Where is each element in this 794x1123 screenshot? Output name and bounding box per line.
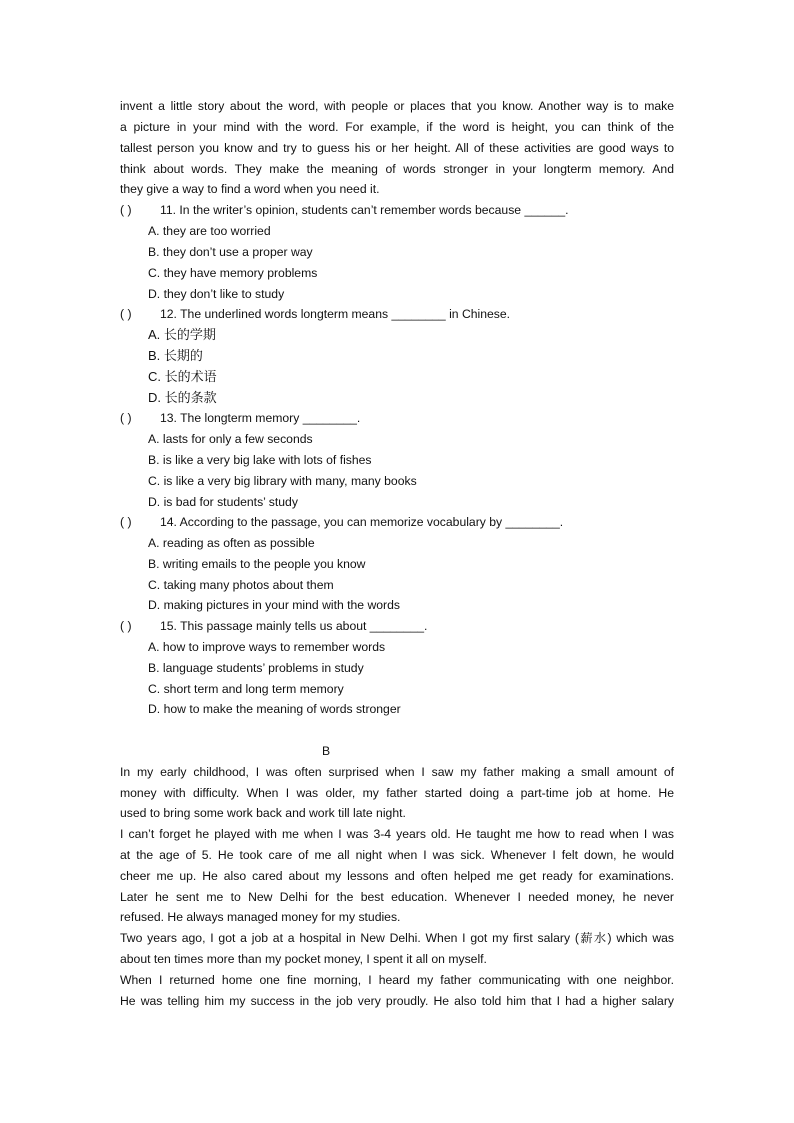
question-stem [120,512,674,533]
option-a: A. 长的学期 [148,327,216,342]
answer-blank[interactable]: ( ) [120,411,132,425]
section-heading: B [322,744,331,758]
question-stem [120,408,674,429]
question-text: 14. According to the passage, you can memorize vocabulary by ________. [160,515,564,529]
answer-blank[interactable]: ( ) [120,203,132,217]
text-line: In my early childhood, I was often surprised when I saw my father making a small amount of [120,765,674,779]
option-a: A. lasts for only a few seconds [148,432,313,446]
option-c: C. taking many photos about them [148,578,334,592]
option-b: B. language students’ problems in study [148,661,364,675]
answer-blank[interactable]: ( ) [120,619,132,633]
text-line: refused. He always managed money for my studies. [120,910,401,924]
question-stem [120,304,674,325]
text-line: Two years ago, I got a job at a hospital in New Delhi. When I got my first salary (薪水) which was [120,931,674,945]
text-line: cheer me up. He also cared about my lessons and often helped me get ready for examinations. [120,869,674,883]
option-b: B. they don’t use a proper way [148,245,313,259]
option-c: C. they have memory problems [148,266,318,280]
answer-blank[interactable]: ( ) [120,515,132,529]
option-b: B. writing emails to the people you know [148,557,366,571]
text-line: invent a little story about the word, with people or places that you know. Another way is to make [120,99,674,113]
option-a: A. reading as often as possible [148,536,315,550]
text-line: at the age of 5. He took care of me all night when I was sick. Whenever I felt down, he would [120,848,674,862]
question-text: 12. The underlined words longterm means ________ in Chinese. [160,307,511,321]
option-c: C. 长的术语 [148,369,217,384]
text-line: think about words. They make the meaning of words stronger in your longterm memory. And [120,162,674,176]
option-d: D. they don’t like to study [148,287,285,301]
question-stem [120,200,674,221]
question-text: 15. This passage mainly tells us about ________. [160,619,428,633]
option-a: A. they are too worried [148,224,271,238]
text-line: they give a way to find a word when you need it. [120,182,380,196]
option-c: C. is like a very big library with many, many books [148,474,417,488]
answer-blank[interactable]: ( ) [120,307,132,321]
text-line: used to bring some work back and work till late night. [120,806,406,820]
text-line: a picture in your mind with the word. For example, if the word is height, you can think of the [120,120,674,134]
option-b: B. is like a very big lake with lots of fishes [148,453,372,467]
text-line: money with difficulty. When I was older, my father started doing a part-time job at home. He [120,786,674,800]
question-stem [120,616,674,637]
option-d: D. is bad for students’ study [148,495,298,509]
text-line: When I returned home one fine morning, I heard my father communicating with one neighbor. [120,973,674,987]
option-b: B. 长期的 [148,348,203,363]
option-c: C. short term and long term memory [148,682,344,696]
text-line: about ten times more than my pocket money, I spent it all on myself. [120,952,487,966]
option-d: D. how to make the meaning of words stronger [148,702,401,716]
text-line: Later he sent me to New Delhi for the best education. Whenever I needed money, he never [120,890,674,904]
question-text: 13. The longterm memory ________. [160,411,361,425]
option-d: D. making pictures in your mind with the words [148,598,400,612]
text-line: tallest person you know and try to guess his or her height. All of these activities are good ways to [120,141,674,155]
option-a: A. how to improve ways to remember words [148,640,386,654]
text-line: I can’t forget he played with me when I was 3-4 years old. He taught me how to read when I was [120,827,674,841]
option-d: D. 长的条款 [148,390,217,405]
text-line: He was telling him my success in the job very proudly. He also told him that I had a higher salary [120,994,674,1008]
question-text: 11. In the writer’s opinion, students can’t remember words because ______. [160,203,569,217]
